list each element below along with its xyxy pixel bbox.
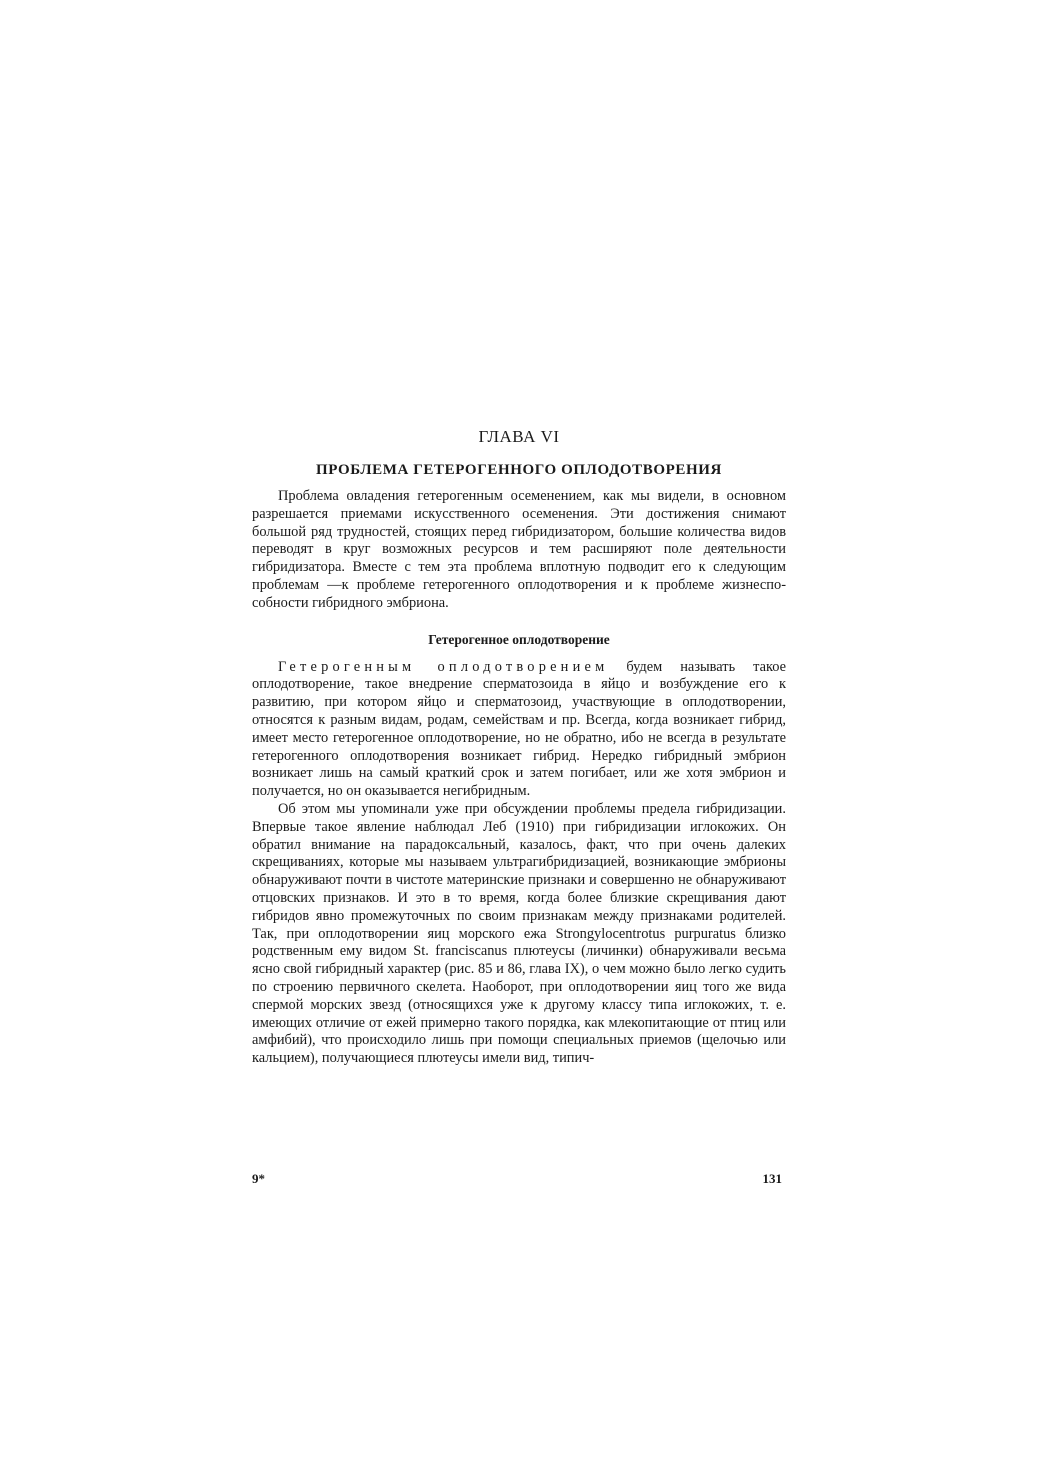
chapter-title: ПРОБЛЕМА ГЕТЕРОГЕННОГО ОПЛОДОТВОРЕНИЯ bbox=[316, 462, 722, 478]
section-paragraph-1-text: будем называть такое оплодотворение, такое внедрение сперматозоида в яйцо и возбуждение его к развитию, при котором яйцо и сперматозоид, участвующие в оплодотворении, относятся к разным видам, родам, семействам и пр. Всегда, когда возникает гибрид, имеет место гетерогенное оплодотворение, но не обратно, ибо не всегда в результате гетерогенного оплодотворения возникает гибрид. Нередко гибридный эмбрион возникает лишь на самый краткий срок и затем погибает, или же хотя эмбрион и получается, но он оказывается негибридным. bbox=[252, 658, 786, 800]
section-heading: Гетерогенное оплодотворение bbox=[428, 631, 610, 647]
printer-signature: 9* bbox=[252, 1171, 265, 1186]
page-number: 131 bbox=[762, 1171, 782, 1186]
page-footer bbox=[252, 1171, 786, 1189]
spaced-term: Гетерогенным оплодотворением bbox=[278, 658, 609, 675]
chapter-number: ГЛАВА VI bbox=[478, 427, 560, 446]
section-paragraph-1 bbox=[252, 659, 786, 801]
section-paragraph-2: Об этом мы упоминали уже при обсуждении проблемы предела гибридизации. Впервые такое явление наблюдал Леб (1910) при гибридизации иглокожих. Он обратил внимание на парадоксальный, казалось, факт, что при очень далеких скрещиваниях, которые мы называем ультрагибридизацией, возникающие эмбрионы обнаруживают почти в чистоте материнские признаки и совершенно не обнаруживают отцовских признаков. И это в то время, когда более близкие скрещивания дают гибридов явно промежуточных по своим признакам между признаками родителей. Так, при оплодотворении яиц морского ежа Strongylocentrotus purpuratus близко родственным ему видом St. franciscanus плютеусы (личинки) обнаруживали весьма ясно свой гибридный характер (рис. 85 и 86, глава IX), о чем можно было легко судить по строению первичного скелета. Наоборот, при оплодотворении яиц того же вида спермой морских звезд (относящихся уже к другому классу типа иглокожих, т. е. имеющих отличие от ежей примерно такого порядка, как млекопитающие от птиц или амфибий), что происходило лишь при помощи специальных приемов (щелочью или кальцием), получающиеся плютеусы имели вид, типич- bbox=[252, 800, 786, 1067]
intro-paragraph: Проблема овладения гетерогенным осеменением, как мы видели, в основном разрешается приемами искусственного осеменения. Эти достижения снимают большой ряд трудностей, стоящих перед гибридизатором, большие количества видов переводят в круг возможных ресурсов и тем расширяют поле деятельности гибридизатора. Вместе с тем эта проблема вплотную подводит его к следующим проблемам —к проблеме гетерогенного оплодотворения и к проблеме жизнеспособности гибридного эмбриона. bbox=[252, 488, 786, 611]
page-body bbox=[252, 424, 786, 1068]
